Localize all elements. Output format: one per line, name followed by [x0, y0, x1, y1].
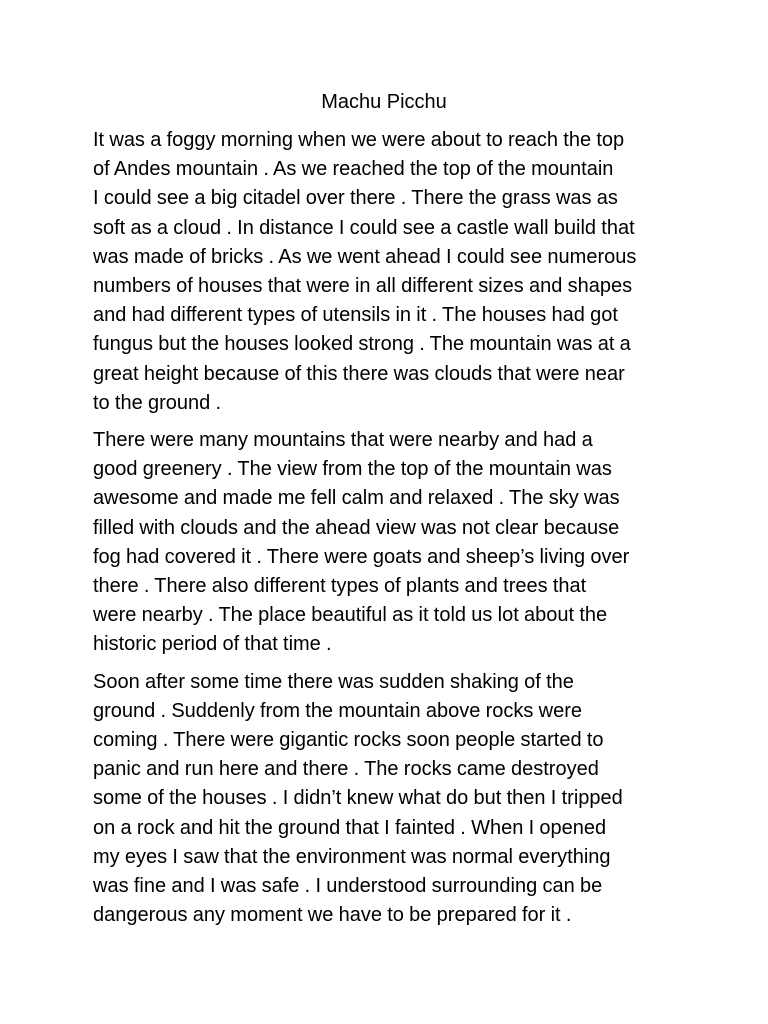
paragraph-2: There were many mountains that were nearby and had a good greenery . The view from the top of the mountain was awesome and made me fell calm and relaxed . The sky was filled with clouds and the ahead view was not clear because fog had covered it . There were goats and sheep’s living over there . There also different types of plants and trees that were nearby . The place beautiful as it told us lot about the historic period of that time .	[93, 429, 630, 656]
document-body	[93, 126, 683, 938]
page-title: Machu Picchu	[321, 91, 447, 113]
paragraph-1: It was a foggy morning when we were about to reach the top of Andes mountain . As we reached the top of the mountain I could see a big citadel over there . There the grass was as soft as a cloud . In distance I could see a castle wall build that was made of bricks . As we went ahead I could see numerous numbers of houses that were in all different sizes and shapes and had different types of utensils in it . The houses had got fungus but the houses looked strong . The mountain was at a great height because of this there was clouds that were near to the ground .	[93, 129, 637, 414]
paragraph-3: Soon after some time there was sudden shaking of the ground . Suddenly from the mountain above rocks were coming . There were gigantic rocks soon people started to panic and run here and there . The rocks came destroyed some of the houses . I didn’t knew what do but then I tripped on a rock and hit the ground that I fainted . When I opened my eyes I saw that the environment was normal everything was fine and I was safe . I understood surrounding can be dangerous any moment we have to be prepared for it .	[93, 670, 623, 927]
